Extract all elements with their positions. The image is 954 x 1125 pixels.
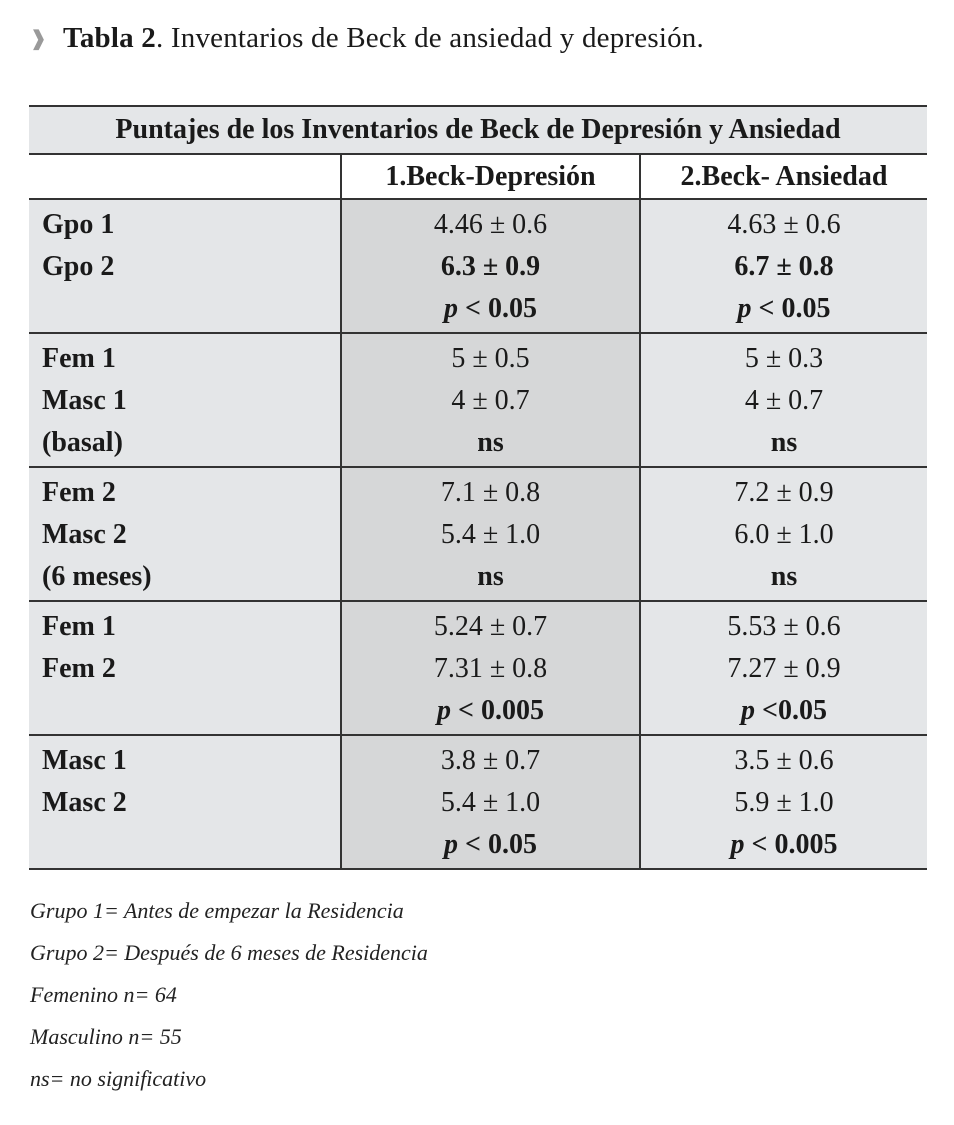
p-value-text: < 0.005: [458, 695, 544, 726]
beck-ansiedad-cell: [640, 333, 927, 467]
score-value: 5 ± 0.5: [451, 343, 530, 374]
row-label: Fem 2: [42, 477, 116, 508]
score-value: 5.24 ± 0.7: [433, 611, 548, 642]
score-value: 3.8 ± 0.7: [440, 745, 541, 776]
score-value: 4.46 ± 0.6: [433, 209, 548, 240]
table-row: [29, 601, 927, 735]
row-label: Fem 2: [42, 653, 116, 684]
header-beck-ansiedad: 2.Beck- Ansiedad: [640, 154, 927, 199]
note-line: Femenino n= 64: [30, 982, 177, 1007]
ns-value: ns: [477, 427, 504, 458]
p-symbol: p: [741, 695, 756, 726]
beck-depresion-cell: [341, 333, 640, 467]
ns-value: ns: [477, 561, 504, 592]
score-value: 6.3 ± 0.9: [440, 251, 541, 282]
table-caption: [30, 22, 704, 55]
table-row: [29, 467, 927, 601]
beck-ansiedad-cell: [640, 199, 927, 333]
score-value: 7.1 ± 0.8: [440, 477, 541, 508]
table-title: Puntajes de los Inventarios de Beck de Depresión y Ansiedad: [29, 106, 927, 154]
p-value-text: < 0.05: [465, 829, 537, 860]
row-label: [42, 288, 340, 330]
beck-depresion-cell: [341, 735, 640, 869]
row-label: Masc 1: [42, 385, 127, 416]
row-labels: [29, 333, 341, 467]
p-value: [342, 824, 639, 866]
row-label: Masc 1: [42, 745, 127, 776]
score-value: 3.5 ± 0.6: [734, 745, 834, 776]
score-value: 4 ± 0.7: [451, 385, 530, 416]
beck-depresion-cell: [341, 199, 640, 333]
row-label: [42, 690, 340, 732]
score-value: 6.7 ± 0.8: [734, 251, 834, 282]
row-label: Fem 1: [42, 611, 116, 642]
p-symbol: p: [737, 293, 752, 324]
p-value: [342, 288, 639, 330]
beck-ansiedad-cell: [640, 601, 927, 735]
p-value: [641, 824, 927, 866]
score-value: 7.27 ± 0.9: [727, 653, 841, 684]
p-value: [641, 288, 927, 330]
score-value: 7.31 ± 0.8: [433, 653, 548, 684]
caption-label: Tabla 2: [62, 22, 156, 54]
note-line: Grupo 2= Después de 6 meses de Residencia: [30, 940, 428, 965]
header-beck-depresion: 1.Beck-Depresión: [341, 154, 640, 199]
ns-value: ns: [770, 561, 798, 592]
p-symbol: p: [444, 293, 459, 324]
table-row: [29, 735, 927, 869]
row-label: (basal): [42, 427, 123, 458]
p-value: [641, 690, 927, 732]
row-label: Fem 1: [42, 343, 116, 374]
beck-depresion-cell: [341, 601, 640, 735]
note-line: Masculino n= 55: [30, 1024, 182, 1049]
score-value: 5.9 ± 1.0: [734, 787, 834, 818]
row-label: [42, 824, 340, 866]
score-value: 7.2 ± 0.9: [734, 477, 834, 508]
beck-table: [29, 105, 927, 870]
beck-depresion-cell: [341, 467, 640, 601]
row-labels: [29, 735, 341, 869]
row-label: Masc 2: [42, 519, 127, 550]
p-value: [342, 690, 639, 732]
note-line: Grupo 1= Antes de empezar la Residencia: [30, 898, 404, 923]
table-row: [29, 333, 927, 467]
row-label: Gpo 1: [42, 209, 115, 240]
score-value: 5.4 ± 1.0: [440, 519, 541, 550]
caption-text: . Inventarios de Beck de ansiedad y depresión.: [156, 22, 704, 54]
p-symbol: p: [437, 695, 452, 726]
beck-ansiedad-cell: [640, 467, 927, 601]
row-labels: [29, 199, 341, 333]
table-header-row: [29, 154, 927, 199]
score-value: 5 ± 0.3: [744, 343, 824, 374]
caption-marker-icon: ❱: [30, 28, 47, 50]
score-value: 6.0 ± 1.0: [734, 519, 834, 550]
score-value: 5.4 ± 1.0: [440, 787, 541, 818]
score-value: 5.53 ± 0.6: [727, 611, 841, 642]
table-title-row: [29, 106, 927, 154]
p-symbol: p: [444, 829, 459, 860]
p-value-text: < 0.005: [751, 829, 838, 860]
table-notes: [30, 890, 428, 1100]
score-value: 4.63 ± 0.6: [727, 209, 841, 240]
row-labels: [29, 601, 341, 735]
p-value-text: <0.05: [762, 695, 827, 726]
ns-value: ns: [770, 427, 798, 458]
row-label: Masc 2: [42, 787, 127, 818]
row-labels: [29, 467, 341, 601]
row-label: (6 meses): [42, 561, 152, 592]
row-label: Gpo 2: [42, 251, 115, 282]
score-value: 4 ± 0.7: [744, 385, 824, 416]
p-value-text: < 0.05: [465, 293, 537, 324]
note-line: ns= no significativo: [30, 1066, 207, 1091]
table-row: [29, 199, 927, 333]
p-value-text: < 0.05: [758, 293, 831, 324]
header-empty: [29, 154, 341, 199]
p-symbol: p: [730, 829, 745, 860]
beck-ansiedad-cell: [640, 735, 927, 869]
